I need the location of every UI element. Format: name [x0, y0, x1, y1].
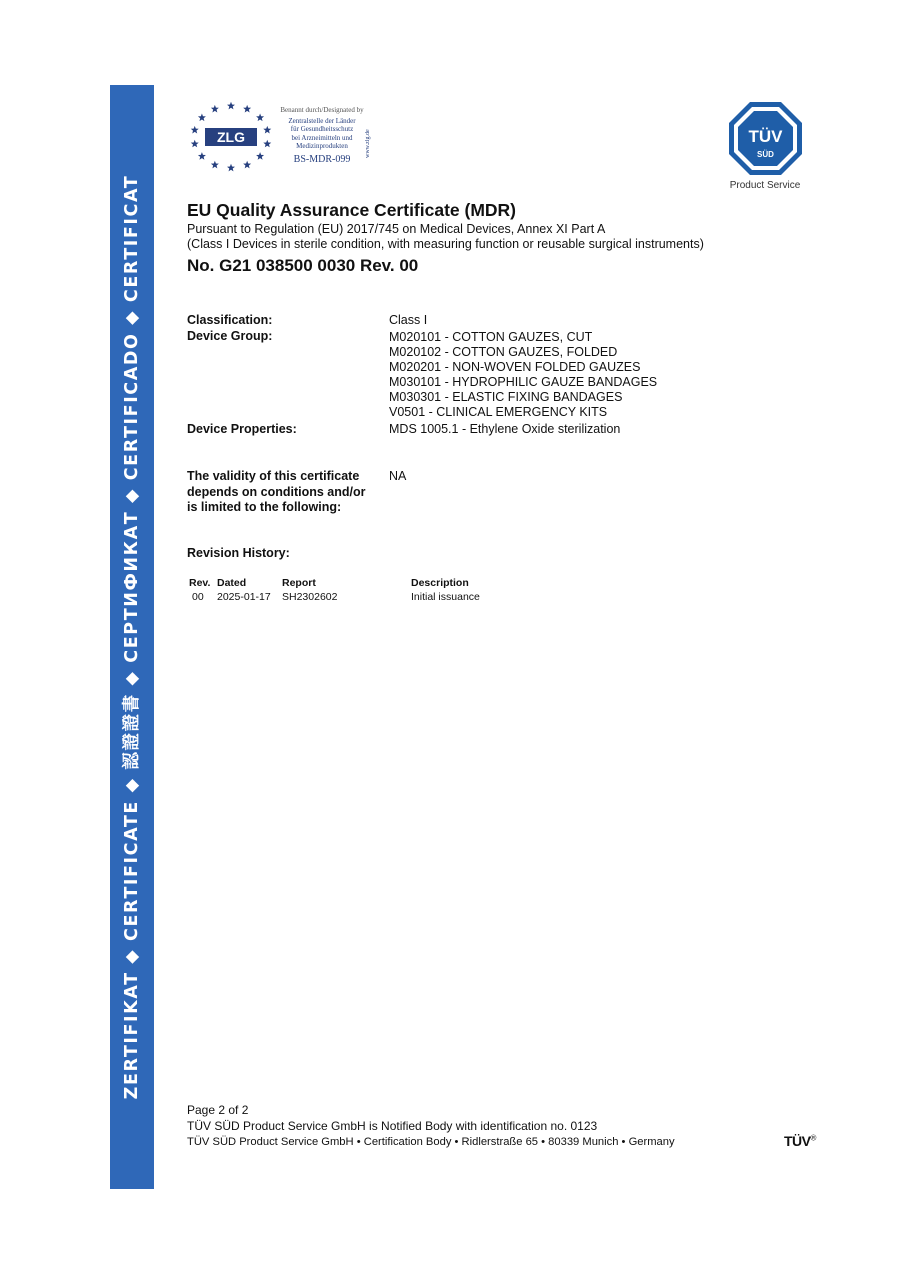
validity-label-line: depends on conditions and/or — [187, 484, 366, 499]
tuv-footer-logo — [784, 1133, 816, 1149]
device-group-item: M020101 - COTTON GAUZES, CUT — [389, 330, 593, 344]
device-properties-label: Device Properties: — [187, 422, 297, 436]
revision-cell-description: Initial issuance — [411, 591, 480, 603]
notified-body-statement: TÜV SÜD Product Service GmbH is Notified Body with identification no. 0123 — [187, 1119, 598, 1133]
zlg-line: Zentralstelle der Länder — [288, 116, 356, 125]
zlg-logo-text: ZLG — [217, 129, 245, 145]
classification-value: Class I — [389, 313, 428, 327]
tuv-logo-bottom: SÜD — [757, 150, 774, 159]
star-icon — [256, 152, 264, 160]
certificate-title: EU Quality Assurance Certificate (MDR) — [187, 200, 517, 220]
star-icon — [263, 140, 271, 148]
revision-history-heading: Revision History: — [187, 546, 290, 560]
validity-value: NA — [389, 469, 407, 483]
star-icon — [211, 161, 219, 169]
revision-cell-dated: 2025-01-17 — [217, 591, 271, 603]
certificate-sidebar — [110, 85, 154, 1189]
validity-label-line: is limited to the following: — [187, 500, 342, 514]
device-group-list — [389, 330, 657, 420]
device-group-label: Device Group: — [187, 329, 273, 343]
zlg-designated-by: Benannt durch/Designated by — [280, 106, 364, 114]
device-group-item: M030101 - HYDROPHILIC GAUZE BANDAGES — [389, 375, 658, 389]
device-properties-value: MDS 1005.1 - Ethylene Oxide sterilization — [389, 422, 621, 436]
zlg-line: Medizinprodukten — [296, 142, 348, 150]
sidebar-text: ZERTIFIKAT ◆ CERTIFICATE ◆ 認證證書 ◆ СЕРТИФИКАТ ◆ CERTIFICADO ◆ CERTIFICAT — [122, 174, 142, 1100]
star-icon — [256, 113, 264, 121]
zlg-url: www.zlg.de — [365, 129, 371, 158]
revision-col-report: Report — [282, 577, 316, 589]
page-number: Page 2 of 2 — [187, 1103, 249, 1117]
device-group-item: V0501 - CLINICAL EMERGENCY KITS — [389, 405, 608, 419]
certificate-subtitle: (Class I Devices in sterile condition, with measuring function or reusable surgical instruments) — [187, 237, 704, 251]
company-address: TÜV SÜD Product Service GmbH • Certification Body • Ridlerstraße 65 • 80339 Munich • Germany — [187, 1136, 675, 1148]
tuv-logo-top: TÜV — [748, 127, 783, 146]
device-group-item: M030301 - ELASTIC FIXING BANDAGES — [389, 390, 623, 404]
revision-cell-rev: 00 — [192, 591, 204, 603]
registered-mark: ® — [810, 1133, 816, 1143]
star-icon — [211, 105, 219, 113]
device-group-item: M020102 - COTTON GAUZES, FOLDED — [389, 345, 618, 359]
tuv-footer-brand: TÜV — [784, 1133, 811, 1149]
star-icon — [227, 164, 235, 172]
tuv-sud-logo — [728, 101, 803, 176]
star-icon — [263, 126, 271, 134]
certificate-subtitle: Pursuant to Regulation (EU) 2017/745 on Medical Devices, Annex XI Part A — [187, 222, 606, 236]
validity-label-line: The validity of this certificate — [187, 469, 360, 483]
star-icon — [191, 140, 199, 148]
certificate-number: No. G21 038500 0030 Rev. 00 — [187, 256, 419, 275]
star-icon — [243, 161, 251, 169]
zlg-line: bei Arzneimitteln und — [291, 133, 353, 142]
star-icon — [243, 105, 251, 113]
star-icon — [198, 113, 206, 121]
device-group-item: M020201 - NON-WOVEN FOLDED GAUZES — [389, 360, 641, 374]
zlg-designation — [276, 106, 368, 164]
classification-label: Classification: — [187, 313, 273, 327]
revision-col-rev: Rev. — [189, 577, 211, 589]
tuv-caption: Product Service — [729, 180, 801, 191]
star-icon — [227, 102, 235, 110]
zlg-line: für Gesundheitsschutz — [290, 125, 354, 133]
star-icon — [191, 126, 199, 134]
revision-col-description: Description — [411, 577, 469, 589]
revision-cell-report: SH2302602 — [282, 591, 338, 603]
revision-col-dated: Dated — [217, 577, 247, 589]
star-icon — [198, 152, 206, 160]
zlg-number: BS-MDR-099 — [293, 153, 351, 165]
validity-label — [187, 469, 365, 516]
